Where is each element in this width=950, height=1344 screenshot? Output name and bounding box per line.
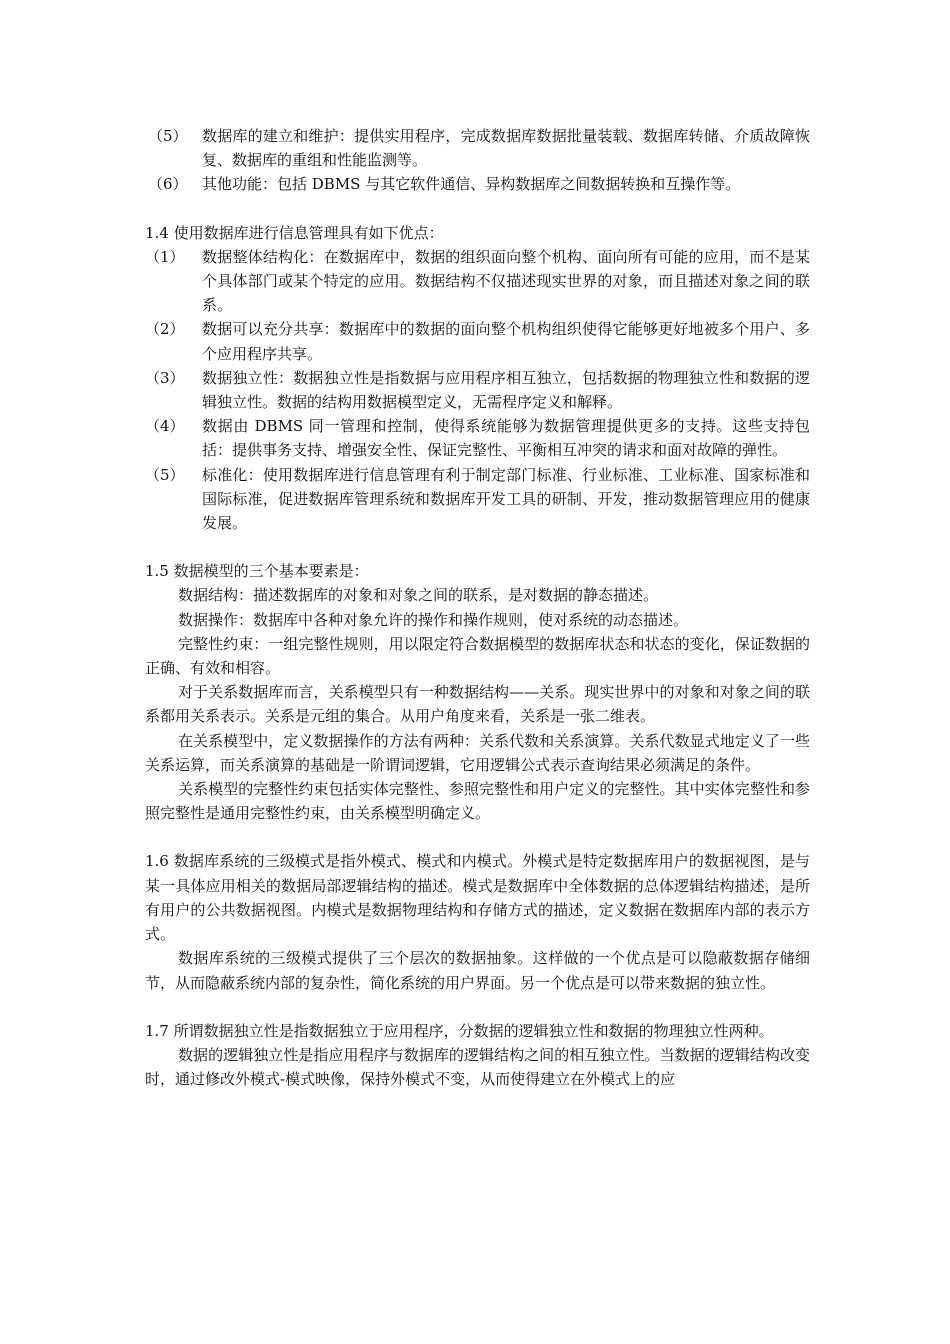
list-number: （1） — [145, 247, 185, 266]
list-text: 数据整体结构化：在数据库中，数据的组织面向整个机构、面向所有可能的应用，而不是某个具体部门或某个特定的应用。数据结构不仅描述现实世界的对象，而且描述对象之间的联系。 — [202, 247, 810, 315]
paragraph: 完整性约束：一组完整性规则，用以限定符合数据模型的数据库状态和状态的变化，保证数据的正确、有效和相容。 — [145, 634, 810, 678]
paragraph: 数据库系统的三级模式提供了三个层次的数据抽象。这样做的一个优点是可以隐蔽数据存储细节，从而隐蔽系统内部的复杂性，简化系统的用户界面。另一个优点是可以带来数据的独立性。 — [145, 949, 810, 992]
list-item — [145, 463, 810, 536]
list-number: （4） — [145, 417, 185, 436]
list-text: 数据独立性：数据独立性是指数据与应用程序相互独立，包括数据的物理独立性和数据的逻辑独立性。数据的结构用数据模型定义，无需程序定义和解释。 — [202, 368, 810, 412]
paragraph: 对于关系数据库而言，关系模型只有一种数据结构——关系。现实世界中的对象和对象之间的联系都用关系表示。关系是元组的集合。从用户角度来看，关系是一张二维表。 — [145, 683, 810, 726]
list-text: 其他功能：包括 DBMS 与其它软件通信、异构数据库之间数据转换和互操作等。 — [202, 175, 741, 194]
list-text: 数据库的建立和维护：提供实用程序，完成数据库数据批量装载、数据库转储、介质故障恢复、数据库的重组和性能监测等。 — [202, 127, 810, 170]
list-number: （6） — [148, 175, 188, 194]
list-text: 数据可以充分共享：数据库中的数据的面向整个机构组织使得它能够更好地被多个用户、多个应用程序共享。 — [202, 320, 810, 363]
list-item — [145, 124, 810, 172]
list-number: （5） — [148, 127, 188, 145]
list-item — [145, 414, 810, 462]
paragraph: 数据操作：数据库中各种对象允许的操作和操作规则，使对系统的动态描述。 — [178, 610, 689, 629]
paragraph: 关系模型的完整性约束包括实体完整性、参照完整性和用户定义的完整性。其中实体完整性和参照完整性是通用完整性约束，由关系模型明确定义。 — [145, 780, 810, 823]
paragraph: 数据的逻辑独立性是指应用程序与数据库的逻辑结构之间的相互独立性。当数据的逻辑结构改变时，通过修改外模式-模式映像，保持外模式不变，从而使得建立在外模式上的应 — [145, 1045, 810, 1089]
list-item — [145, 172, 810, 196]
list-text: 数据由 DBMS 同一管理和控制，使得系统能够为数据管理提供更多的支持。这些支持包括：提供事务支持、增强安全性、保证完整性、平衡相互冲突的请求和面对故障的弹性。 — [202, 417, 810, 460]
list-number: （2） — [145, 320, 185, 339]
list-item — [145, 366, 810, 414]
list-item — [145, 317, 810, 365]
section-heading-1-7: 1.7 所谓数据独立性是指数据独立于应用程序，分数据的逻辑独立性和数据的物理独立性两种。 — [145, 1021, 774, 1040]
list-number: （5） — [145, 465, 185, 484]
paragraph: 数据结构：描述数据库的对象和对象之间的联系，是对数据的静态描述。 — [178, 586, 659, 605]
section-heading-1-5: 1.5 数据模型的三个基本要素是： — [145, 562, 369, 581]
section-heading-1-6: 1.6 数据库系统的三级模式是指外模式、模式和内模式。外模式是特定数据库用户的数据视图，是与某一具体应用相关的数据局部逻辑结构的描述。模式是数据库中全体数据的总体逻辑结构描述，是所有用户的公共数据视图。内模式是数据物理结构和存储方式的描述，定义数据在数据库内部的表示方式。 — [145, 852, 810, 944]
document-body — [145, 124, 810, 1091]
section-heading-1-4: 1.4 使用数据库进行信息管理具有如下优点： — [145, 223, 444, 242]
list-number: （3） — [145, 368, 185, 387]
paragraph: 在关系模型中，定义数据操作的方法有两种：关系代数和关系演算。关系代数显式地定义了一些关系运算，而关系演算的基础是一阶谓词逻辑，它用逻辑公式表示查询结果必须满足的条件。 — [145, 731, 810, 774]
list-text: 标准化：使用数据库进行信息管理有利于制定部门标准、行业标准、工业标准、国家标准和国际标准，促进数据库管理系统和数据库开发工具的研制、开发，推动数据管理应用的健康发展。 — [202, 465, 810, 533]
list-item — [145, 245, 810, 318]
